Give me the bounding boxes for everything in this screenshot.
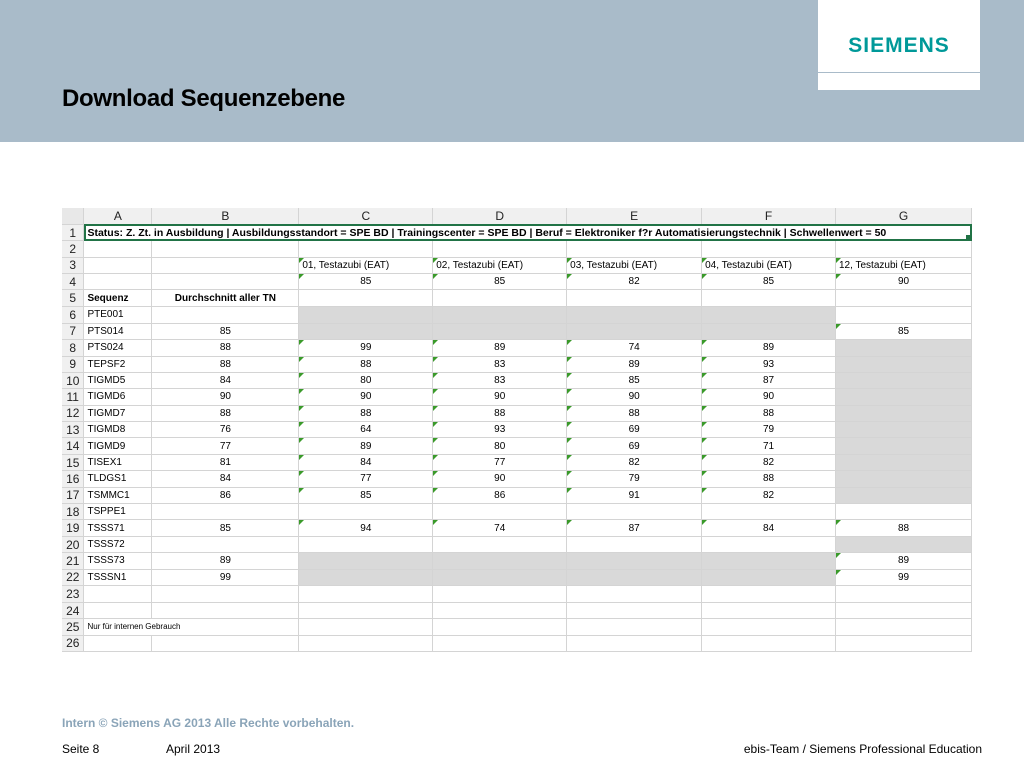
learner-score-cell[interactable]	[836, 536, 972, 552]
cell[interactable]	[836, 290, 972, 306]
sheet-row	[62, 257, 972, 273]
learner-score-cell[interactable]: 89	[702, 340, 836, 356]
cell[interactable]	[84, 602, 152, 618]
learner-score-cell[interactable]: 82	[567, 454, 702, 470]
learner-score-cell[interactable]	[836, 422, 972, 438]
row-number[interactable]: 12	[62, 405, 84, 421]
learner-score-cell[interactable]	[836, 307, 972, 323]
row-number[interactable]: 4	[62, 274, 84, 290]
learner-score-cell[interactable]: 90	[702, 389, 836, 405]
cell[interactable]	[702, 586, 836, 602]
cell[interactable]	[152, 241, 299, 257]
footer-organization: ebis-Team / Siemens Professional Education	[743, 742, 982, 756]
cell[interactable]	[836, 619, 972, 635]
footer-date: April 2013	[166, 742, 221, 756]
learner-score-cell[interactable]: 88	[299, 356, 433, 372]
slide-title: Download Sequenzebene	[62, 85, 346, 112]
row-number[interactable]: 14	[62, 438, 84, 454]
column-header[interactable]: F	[702, 208, 836, 224]
learner-score-cell[interactable]	[836, 487, 972, 503]
sequence-id-cell[interactable]: TSSS72	[84, 536, 152, 552]
learner-score-cell[interactable]: 88	[702, 471, 836, 487]
cell[interactable]	[567, 586, 702, 602]
cell[interactable]	[152, 586, 299, 602]
sequence-id-cell[interactable]: TSMMC1	[84, 487, 152, 503]
sequence-id-cell[interactable]: TEPSF2	[84, 356, 152, 372]
column-header[interactable]: E	[567, 208, 702, 224]
row-number[interactable]: 13	[62, 422, 84, 438]
cell[interactable]	[836, 241, 972, 257]
logo-text: SIEMENS	[848, 34, 950, 57]
average-score-cell[interactable]: 84	[152, 372, 299, 388]
sequence-row	[62, 372, 972, 388]
sequence-id-cell[interactable]: TSSS71	[84, 520, 152, 536]
learner-score-cell[interactable]	[836, 389, 972, 405]
learner-score-cell[interactable]: 79	[567, 471, 702, 487]
learner-score-cell[interactable]: 87	[567, 520, 702, 536]
sequence-row	[62, 356, 972, 372]
learner-score-cell[interactable]: 79	[702, 422, 836, 438]
sequence-row	[62, 569, 972, 585]
sequence-row	[62, 307, 972, 323]
learner-score-cell[interactable]	[299, 569, 433, 585]
sheet-row	[62, 635, 972, 651]
row-number[interactable]: 7	[62, 323, 84, 339]
learner-score-cell[interactable]	[836, 372, 972, 388]
cell[interactable]	[567, 635, 702, 651]
learner-total-cell[interactable]: 85	[433, 274, 567, 290]
learner-score-cell[interactable]: 88	[702, 405, 836, 421]
learner-score-cell[interactable]: 94	[299, 520, 433, 536]
learner-name-cell[interactable]: 04, Testazubi (EAT)	[702, 257, 836, 273]
learner-score-cell[interactable]: 99	[299, 340, 433, 356]
average-score-cell[interactable]: 76	[152, 422, 299, 438]
sequence-row	[62, 553, 972, 569]
column-header[interactable]: D	[433, 208, 567, 224]
cell[interactable]	[433, 602, 567, 618]
column-header[interactable]: C	[299, 208, 433, 224]
average-score-cell[interactable]: 88	[152, 356, 299, 372]
average-score-cell[interactable]	[152, 504, 299, 520]
sequence-row	[62, 389, 972, 405]
row-number[interactable]: 26	[62, 635, 84, 651]
sequence-id-cell[interactable]: TSPPE1	[84, 504, 152, 520]
learner-score-cell[interactable]: 89	[299, 438, 433, 454]
learner-score-cell[interactable]: 74	[433, 520, 567, 536]
select-all-corner[interactable]	[62, 208, 84, 224]
learner-score-cell[interactable]: 85	[299, 487, 433, 503]
learner-score-cell[interactable]	[702, 323, 836, 339]
row-number[interactable]: 2	[62, 241, 84, 257]
sequence-id-cell[interactable]: PTE001	[84, 307, 152, 323]
sequence-id-cell[interactable]: PTS024	[84, 340, 152, 356]
learner-score-cell[interactable]	[433, 323, 567, 339]
average-score-cell[interactable]: 85	[152, 323, 299, 339]
average-score-cell[interactable]: 85	[152, 520, 299, 536]
cell[interactable]	[152, 635, 299, 651]
sheet-row	[62, 290, 972, 306]
row-number[interactable]: 22	[62, 569, 84, 585]
learner-score-cell[interactable]: 87	[702, 372, 836, 388]
sequence-id-cell[interactable]: TSSSN1	[84, 569, 152, 585]
cell[interactable]	[299, 241, 433, 257]
internal-use-note[interactable]: Nur für internen Gebrauch	[84, 619, 299, 635]
sheet-row	[62, 586, 972, 602]
sequence-row	[62, 323, 972, 339]
learner-score-cell[interactable]: 64	[299, 422, 433, 438]
cell[interactable]	[836, 635, 972, 651]
learner-score-cell[interactable]	[836, 405, 972, 421]
row-number[interactable]: 16	[62, 471, 84, 487]
learner-name-cell[interactable]: 02, Testazubi (EAT)	[433, 257, 567, 273]
learner-total-cell[interactable]: 85	[702, 274, 836, 290]
sequence-id-cell[interactable]: TIGMD7	[84, 405, 152, 421]
sheet-row	[62, 241, 972, 257]
cell[interactable]	[433, 290, 567, 306]
learner-score-cell[interactable]: 80	[433, 438, 567, 454]
learner-score-cell[interactable]	[567, 323, 702, 339]
row-number[interactable]: 21	[62, 553, 84, 569]
learner-score-cell[interactable]: 90	[433, 471, 567, 487]
row-number[interactable]: 5	[62, 290, 84, 306]
learner-score-cell[interactable]: 77	[433, 454, 567, 470]
cell[interactable]	[84, 241, 152, 257]
learner-score-cell[interactable]: 88	[299, 405, 433, 421]
learner-score-cell[interactable]: 99	[836, 569, 972, 585]
sequence-row	[62, 471, 972, 487]
cell[interactable]	[433, 635, 567, 651]
cell[interactable]	[152, 257, 299, 273]
learner-score-cell[interactable]: 90	[433, 389, 567, 405]
row-number[interactable]: 1	[62, 224, 84, 240]
learner-score-cell[interactable]	[299, 323, 433, 339]
learner-score-cell[interactable]	[567, 536, 702, 552]
trailing-rows	[62, 586, 972, 652]
learner-score-cell[interactable]	[567, 504, 702, 520]
cell[interactable]	[433, 241, 567, 257]
average-header-cell[interactable]: Durchschnitt aller TN	[152, 290, 299, 306]
cell[interactable]	[299, 586, 433, 602]
row-number[interactable]: 17	[62, 487, 84, 503]
row-number[interactable]: 19	[62, 520, 84, 536]
row-number[interactable]: 10	[62, 372, 84, 388]
sequence-row	[62, 340, 972, 356]
sequenz-header-cell[interactable]: Sequenz	[84, 290, 152, 306]
sequence-row	[62, 504, 972, 520]
learner-score-cell[interactable]: 71	[702, 438, 836, 454]
cell[interactable]	[433, 619, 567, 635]
cell[interactable]	[836, 586, 972, 602]
sequence-id-cell[interactable]: TIGMD6	[84, 389, 152, 405]
average-score-cell[interactable]: 90	[152, 389, 299, 405]
row-number[interactable]: 6	[62, 307, 84, 323]
status-cell[interactable]: Status: Z. Zt. in Ausbildung | Ausbildungsstandort = SPE BD | Trainingscenter = SPE BD | Beruf = Elektroniker f?r Automatisierungstechnik | Schwellenwert = 50	[84, 224, 972, 240]
learner-total-cell[interactable]: 90	[836, 274, 972, 290]
row-number[interactable]: 23	[62, 586, 84, 602]
learner-total-cell[interactable]: 82	[567, 274, 702, 290]
sequence-id-cell[interactable]: TSSS73	[84, 553, 152, 569]
learner-score-cell[interactable]: 84	[702, 520, 836, 536]
cell[interactable]	[567, 241, 702, 257]
learner-score-cell[interactable]: 74	[567, 340, 702, 356]
page-number: Seite 8	[62, 742, 100, 756]
copyright-notice: Intern © Siemens AG 2013 Alle Rechte vorbehalten.	[62, 716, 355, 730]
sequence-row	[62, 487, 972, 503]
learner-score-cell[interactable]	[433, 536, 567, 552]
learner-score-cell[interactable]	[433, 307, 567, 323]
learner-score-cell[interactable]	[567, 307, 702, 323]
learner-score-cell[interactable]: 93	[702, 356, 836, 372]
learner-score-cell[interactable]	[299, 553, 433, 569]
average-score-cell[interactable]: 84	[152, 471, 299, 487]
learner-score-cell[interactable]	[433, 553, 567, 569]
learner-score-cell[interactable]: 83	[433, 372, 567, 388]
spreadsheet-grid	[62, 208, 972, 307]
learner-score-cell[interactable]	[836, 454, 972, 470]
sheet-row	[62, 274, 972, 290]
learner-score-cell[interactable]: 69	[567, 422, 702, 438]
cell[interactable]	[84, 274, 152, 290]
sheet-row	[62, 602, 972, 618]
sheet-row	[62, 619, 972, 635]
average-score-cell[interactable]: 81	[152, 454, 299, 470]
cell[interactable]	[702, 241, 836, 257]
learner-score-cell[interactable]: 82	[702, 454, 836, 470]
sequence-row	[62, 422, 972, 438]
average-score-cell[interactable]: 88	[152, 405, 299, 421]
learner-score-cell[interactable]	[836, 471, 972, 487]
sequence-id-cell[interactable]: TIGMD5	[84, 372, 152, 388]
average-score-cell[interactable]: 77	[152, 438, 299, 454]
cell[interactable]	[299, 619, 433, 635]
learner-score-cell[interactable]	[567, 569, 702, 585]
cell[interactable]	[702, 635, 836, 651]
learner-score-cell[interactable]: 88	[836, 520, 972, 536]
cell[interactable]	[84, 257, 152, 273]
column-header[interactable]: A	[84, 208, 152, 224]
column-header-row	[62, 208, 972, 224]
learner-name-cell[interactable]: 03, Testazubi (EAT)	[567, 257, 702, 273]
fill-handle[interactable]	[966, 235, 971, 240]
sheet-row	[62, 224, 972, 240]
learner-name-cell[interactable]: 12, Testazubi (EAT)	[836, 257, 972, 273]
row-number[interactable]: 9	[62, 356, 84, 372]
column-header[interactable]: B	[152, 208, 299, 224]
cell[interactable]	[702, 602, 836, 618]
learner-score-cell[interactable]: 93	[433, 422, 567, 438]
sequence-row	[62, 520, 972, 536]
learner-score-cell[interactable]: 69	[567, 438, 702, 454]
learner-score-cell[interactable]	[702, 569, 836, 585]
learner-name-cell[interactable]: 01, Testazubi (EAT)	[299, 257, 433, 273]
average-score-cell[interactable]	[152, 536, 299, 552]
cell[interactable]	[152, 274, 299, 290]
column-header[interactable]: G	[836, 208, 972, 224]
learner-score-cell[interactable]	[836, 504, 972, 520]
learner-score-cell[interactable]: 85	[567, 372, 702, 388]
average-score-cell[interactable]	[152, 307, 299, 323]
row-number[interactable]: 24	[62, 602, 84, 618]
cell[interactable]	[84, 586, 152, 602]
cell[interactable]	[433, 586, 567, 602]
learner-score-cell[interactable]: 77	[299, 471, 433, 487]
spreadsheet	[62, 208, 972, 651]
cell[interactable]	[299, 602, 433, 618]
sequence-row	[62, 536, 972, 552]
cell[interactable]	[702, 619, 836, 635]
sequence-id-cell[interactable]: TIGMD9	[84, 438, 152, 454]
sequence-row	[62, 405, 972, 421]
learner-score-cell[interactable]: 85	[836, 323, 972, 339]
learner-score-cell[interactable]: 91	[567, 487, 702, 503]
learner-score-cell[interactable]	[433, 504, 567, 520]
cell[interactable]	[299, 290, 433, 306]
row-number[interactable]: 25	[62, 619, 84, 635]
learner-score-cell[interactable]	[299, 504, 433, 520]
cell[interactable]	[152, 602, 299, 618]
row-number[interactable]: 3	[62, 257, 84, 273]
learner-score-cell[interactable]	[567, 553, 702, 569]
learner-score-cell[interactable]	[836, 356, 972, 372]
learner-score-cell[interactable]: 84	[299, 454, 433, 470]
sequence-id-cell[interactable]: PTS014	[84, 323, 152, 339]
learner-score-cell[interactable]: 88	[433, 405, 567, 421]
learner-score-cell[interactable]	[702, 307, 836, 323]
sequence-id-cell[interactable]: TIGMD8	[84, 422, 152, 438]
row-number[interactable]: 8	[62, 340, 84, 356]
learner-score-cell[interactable]	[299, 307, 433, 323]
row-number[interactable]: 18	[62, 504, 84, 520]
siemens-logo	[818, 0, 980, 90]
learner-score-cell[interactable]	[299, 536, 433, 552]
learner-score-cell[interactable]	[702, 553, 836, 569]
average-score-cell[interactable]: 86	[152, 487, 299, 503]
learner-total-cell[interactable]: 85	[299, 274, 433, 290]
learner-score-cell[interactable]: 83	[433, 356, 567, 372]
learner-score-cell[interactable]	[702, 536, 836, 552]
cell[interactable]	[567, 290, 702, 306]
row-number[interactable]: 20	[62, 536, 84, 552]
cell[interactable]	[299, 635, 433, 651]
cell[interactable]	[836, 602, 972, 618]
learner-score-cell[interactable]: 89	[567, 356, 702, 372]
learner-score-cell[interactable]: 89	[836, 553, 972, 569]
learner-score-cell[interactable]	[836, 438, 972, 454]
learner-score-cell[interactable]	[836, 340, 972, 356]
learner-score-cell[interactable]	[702, 504, 836, 520]
sequence-id-cell[interactable]: TISEX1	[84, 454, 152, 470]
cell[interactable]	[84, 635, 152, 651]
sequence-data-table	[62, 307, 972, 586]
sequence-id-cell[interactable]: TLDGS1	[84, 471, 152, 487]
learner-score-cell[interactable]: 80	[299, 372, 433, 388]
average-score-cell[interactable]: 88	[152, 340, 299, 356]
sequence-row	[62, 454, 972, 470]
learner-score-cell[interactable]: 90	[299, 389, 433, 405]
learner-score-cell[interactable]	[433, 569, 567, 585]
row-number[interactable]: 11	[62, 389, 84, 405]
cell[interactable]	[567, 602, 702, 618]
learner-score-cell[interactable]: 90	[567, 389, 702, 405]
cell[interactable]	[702, 290, 836, 306]
learner-score-cell[interactable]: 86	[433, 487, 567, 503]
row-number[interactable]: 15	[62, 454, 84, 470]
sequence-row	[62, 438, 972, 454]
learner-score-cell[interactable]: 88	[567, 405, 702, 421]
cell[interactable]	[567, 619, 702, 635]
learner-score-cell[interactable]: 89	[433, 340, 567, 356]
average-score-cell[interactable]: 99	[152, 569, 299, 585]
learner-score-cell[interactable]: 82	[702, 487, 836, 503]
average-score-cell[interactable]: 89	[152, 553, 299, 569]
